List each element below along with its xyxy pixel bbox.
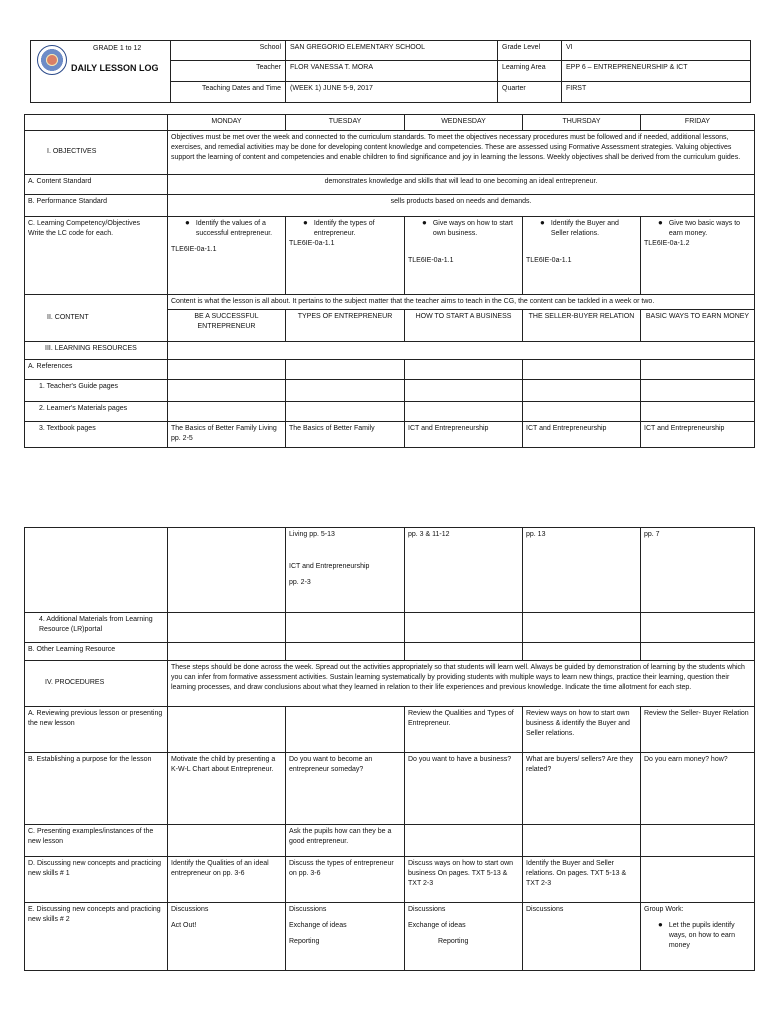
objectives-text: Objectives must be met over the week and connected to the curriculum standards. To meet the objectives necessary procedures must be followed and if needed, additional lessons, exercises, and remedial activities may be done for developing content knowledge and competencies. These are assessed using Formative Assessment strategies. Valuing objectives support the learning of content and competencies and enable children to find significance and joy in learning the lessons. Weekly objectives shall be derived from the curriculum guides.	[168, 131, 755, 175]
procedure-b-monday: Motivate the child by presenting a K-W-L Chart about Entrepreneur.	[168, 753, 286, 825]
competency-thursday	[523, 217, 641, 295]
procedures-note: These steps should be done across the week. Spread out the activities appropriately so that students will learn well. Always be guided by demonstration of learning by the students which you can infer from formative assessment activities. Sustain learning systematically by providing students with multiple ways to learn new things, practice their learning, question their learning processes, and draw conclusions about what they learned in relation to their life experiences and previous knowledge. Indicate the time allotment for each step.	[168, 661, 755, 707]
content-standard-text: demonstrates knowledge and skills that will lead to one becoming an ideal entrepreneur.	[168, 175, 755, 195]
quarter-label: Quarter	[498, 82, 562, 103]
teacher-label: Teacher	[171, 61, 286, 82]
procedure-b-friday: Do you earn money? how?	[641, 753, 755, 825]
procedure-a-monday	[168, 707, 286, 753]
procedure-e-tuesday: Discussions Exchange of ideas Reporting	[286, 903, 405, 971]
textbook-wednesday: ICT and Entrepreneurship	[405, 422, 523, 448]
content-standard-label: A. Content Standard	[25, 175, 168, 195]
procedure-b-tuesday: Do you want to become an entrepreneur someday?	[286, 753, 405, 825]
procedure-c-label: C. Presenting examples/instances of the new lesson	[25, 825, 168, 857]
textbook-cont-thursday: pp. 13	[523, 528, 641, 613]
textbook-friday: ICT and Entrepreneurship	[641, 422, 755, 448]
competency-text: Give two basic ways to earn money.	[668, 220, 741, 238]
procedure-a-wednesday: Review the Qualities and Types of Entrepreneur.	[405, 707, 523, 753]
competency-label: C. Learning Competency/Objectives Write the LC code for each.	[25, 217, 168, 295]
objectives-label: I. OBJECTIVES	[25, 131, 168, 175]
lc-code: TLE6IE-0a-1.1	[171, 246, 217, 254]
lc-code: TLE6IE-0a-1.1	[408, 257, 454, 265]
performance-standard-label: B. Performance Standard	[25, 195, 168, 217]
bullet-icon: ●	[422, 218, 427, 227]
procedure-c-thursday	[523, 825, 641, 857]
procedure-d-friday	[641, 857, 755, 903]
teacher-value: FLOR VANESSA T. MORA	[286, 61, 498, 82]
deped-seal-icon	[37, 45, 67, 75]
lc-code: TLE6IE-0a-1.1	[526, 257, 572, 265]
content-label: II. CONTENT	[25, 295, 168, 342]
procedure-a-tuesday	[286, 707, 405, 753]
competency-text: Identify the Buyer and Seller relations.	[550, 220, 619, 238]
school-label: School	[171, 41, 286, 61]
bullet-icon: ●	[185, 218, 190, 227]
grade-level-label: Grade Level	[498, 41, 562, 61]
topic-tuesday: TYPES OF ENTREPRENEUR	[286, 310, 405, 342]
competency-monday	[168, 217, 286, 295]
day-header-friday: FRIDAY	[641, 115, 755, 131]
day-header-wednesday: WEDNESDAY	[405, 115, 523, 131]
lc-code: TLE6IE-0a-1.2	[644, 240, 690, 248]
quarter-value: FIRST	[562, 82, 751, 103]
competency-text: Give ways on how to start own business.	[432, 220, 513, 238]
topic-monday: BE A SUCCESSFUL ENTREPRENEUR	[168, 310, 286, 342]
bullet-icon: ●	[658, 218, 663, 227]
procedure-b-wednesday: Do you want to have a business?	[405, 753, 523, 825]
topic-thursday: THE SELLER-BUYER RELATION	[523, 310, 641, 342]
procedure-d-tuesday: Discuss the types of entrepreneur on pp. 3-6	[286, 857, 405, 903]
teachers-guide-label: 1. Teacher's Guide pages	[25, 380, 168, 402]
procedure-d-wednesday: Discuss ways on how to start own business On pages. TXT 5-13 & TXT 2-3	[405, 857, 523, 903]
competency-friday	[641, 217, 755, 295]
grade-level-value: VI	[562, 41, 751, 61]
day-header-thursday: THURSDAY	[523, 115, 641, 131]
procedure-e-friday: Group Work: ● Let the pupils identify ways, on how to earn money	[641, 903, 755, 971]
lc-code: TLE6IE-0a-1.1	[289, 240, 335, 248]
topic-friday: BASIC WAYS TO EARN MONEY	[641, 310, 755, 342]
learning-resources-label: III. LEARNING RESOURCES	[25, 342, 168, 360]
lesson-table-page1	[24, 114, 755, 448]
textbook-thursday: ICT and Entrepreneurship	[523, 422, 641, 448]
textbook-label: 3. Textbook pages	[25, 422, 168, 448]
learners-materials-label: 2. Learner's Materials pages	[25, 402, 168, 422]
bullet-icon: ●	[658, 920, 663, 930]
dates-label: Teaching Dates and Time	[171, 82, 286, 103]
learning-area-label: Learning Area	[498, 61, 562, 82]
procedure-c-wednesday	[405, 825, 523, 857]
procedure-e-monday: Discussions Act Out!	[168, 903, 286, 971]
textbook-monday: The Basics of Better Family Living pp. 2-5	[168, 422, 286, 448]
procedure-a-label: A. Reviewing previous lesson or presenting the new lesson	[25, 707, 168, 753]
textbook-tuesday: The Basics of Better Family	[286, 422, 405, 448]
procedure-c-friday	[641, 825, 755, 857]
procedure-d-monday: Identify the Qualities of an ideal entrepreneur on pp. 3-6	[168, 857, 286, 903]
additional-materials-label: 4. Additional Materials from Learning Resource (LR)portal	[25, 613, 168, 643]
competency-tuesday	[286, 217, 405, 295]
learning-area-value: EPP 6 – ENTREPRENEURSHIP & ICT	[562, 61, 751, 82]
dates-value: (WEEK 1) JUNE 5-9, 2017	[286, 82, 498, 103]
school-value: SAN GREGORIO ELEMENTARY SCHOOL	[286, 41, 498, 61]
header-table	[30, 40, 751, 103]
procedure-c-monday	[168, 825, 286, 857]
textbook-cont-tuesday: Living pp. 5-13 ICT and Entrepreneurship pp. 2-3	[286, 528, 405, 613]
grade-range: GRADE 1 to 12	[93, 45, 142, 52]
competency-wednesday	[405, 217, 523, 295]
procedures-label: IV. PROCEDURES	[25, 661, 168, 707]
document-title: DAILY LESSON LOG	[71, 63, 159, 73]
bullet-icon: ●	[303, 218, 308, 227]
procedure-a-thursday: Review ways on how to start own business & identify the Buyer and Seller relations.	[523, 707, 641, 753]
procedure-b-label: B. Establishing a purpose for the lesson	[25, 753, 168, 825]
performance-standard-text: sells products based on needs and demands.	[168, 195, 755, 217]
competency-text: Identify the values of a successful entrepreneur.	[195, 220, 273, 238]
content-note: Content is what the lesson is all about. It pertains to the subject matter that the teacher aims to teach in the CG, the content can be tackled in a week or two.	[168, 295, 755, 310]
procedure-e-label: E. Discussing new concepts and practicing new skills # 2	[25, 903, 168, 971]
day-header-tuesday: TUESDAY	[286, 115, 405, 131]
procedure-c-tuesday: Ask the pupils how can they be a good entrepreneur.	[286, 825, 405, 857]
references-label: A. References	[25, 360, 168, 380]
procedure-e-wednesday: Discussions Exchange of ideas Reporting	[405, 903, 523, 971]
procedure-e-thursday: Discussions	[523, 903, 641, 971]
topic-wednesday: HOW TO START A BUSINESS	[405, 310, 523, 342]
day-header-monday: MONDAY	[168, 115, 286, 131]
competency-text: Identify the types of entrepreneur.	[313, 220, 375, 238]
textbook-cont-friday: pp. 7	[641, 528, 755, 613]
procedure-a-friday: Review the Seller- Buyer Relation	[641, 707, 755, 753]
header-logo-cell	[31, 41, 171, 103]
procedure-b-thursday: What are buyers/ sellers? Are they related?	[523, 753, 641, 825]
other-resource-label: B. Other Learning Resource	[25, 643, 168, 661]
procedure-d-label: D. Discussing new concepts and practicing new skills # 1	[25, 857, 168, 903]
procedure-d-thursday: Identify the Buyer and Seller relations. On pages. TXT 5-13 & TXT 2-3	[523, 857, 641, 903]
bullet-icon: ●	[540, 218, 545, 227]
lesson-table-page2	[24, 527, 755, 971]
textbook-cont-wednesday: pp. 3 & 11-12	[405, 528, 523, 613]
